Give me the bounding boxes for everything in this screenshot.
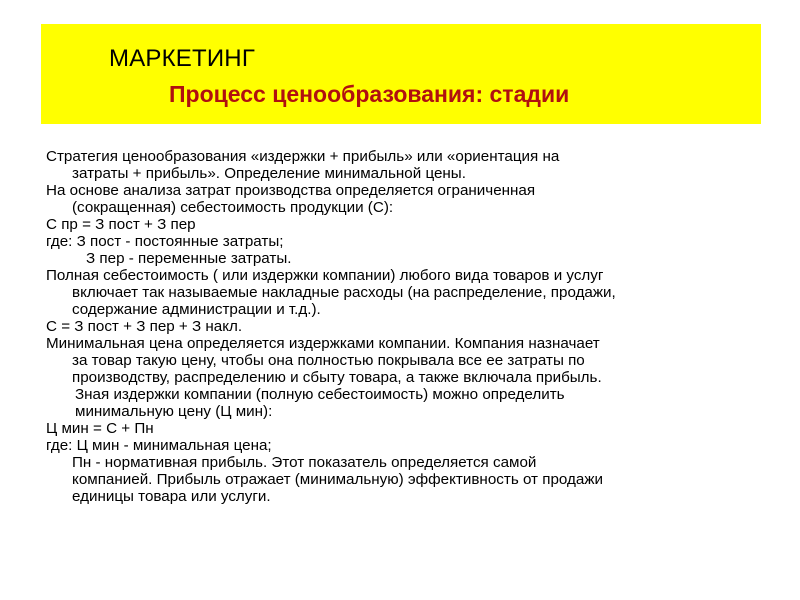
text-line: компанией. Прибыль отражает (минимальную) эффективность от продажи (72, 471, 603, 488)
text-line: Стратегия ценообразования «издержки + прибыль» или «ориентация на (46, 148, 560, 165)
text-line: З пер - переменные затраты. (86, 250, 292, 267)
text-line: Полная себестоимость ( или издержки компании) любого вида товаров и услуг (46, 267, 604, 284)
text-line: где: Ц мин - минимальная цена; (46, 437, 272, 454)
text-line: Зная издержки компании (полную себестоимость) можно определить (75, 386, 565, 403)
text-line: производству, распределению и сбыту товара, а также включала прибыль. (72, 369, 602, 386)
slide-subtitle: Процесс ценообразования: стадии (169, 81, 570, 107)
title-banner (41, 24, 761, 124)
text-line: (сокращенная) себестоимость продукции (С): (72, 199, 394, 216)
slide-title: МАРКЕТИНГ (109, 45, 256, 72)
text-line: затраты + прибыль». Определение минимальной цены. (72, 165, 466, 182)
text-line: минимальную цену (Ц мин): (75, 403, 273, 420)
text-line: содержание администрации и т.д.). (72, 301, 321, 318)
text-line: включает так называемые накладные расходы (на распределение, продажи, (72, 284, 616, 301)
formula-line: С = З пост + З пер + З накл. (46, 318, 243, 335)
text-line: Пн - нормативная прибыль. Этот показатель определяется самой (72, 454, 537, 471)
text-line: где: З пост - постоянные затраты; (46, 233, 284, 250)
text-line: На основе анализа затрат производства определяется ограниченная (46, 182, 536, 199)
formula-line: С пр = З пост + З пер (46, 216, 196, 233)
text-line: за товар такую цену, чтобы она полностью покрывала все ее затраты по (72, 352, 585, 369)
formula-line: Ц мин = С + Пн (46, 420, 154, 437)
slide-body (46, 148, 760, 505)
text-line: Минимальная цена определяется издержками компании. Компания назначает (46, 335, 600, 352)
text-line: единицы товара или услуги. (72, 488, 271, 505)
